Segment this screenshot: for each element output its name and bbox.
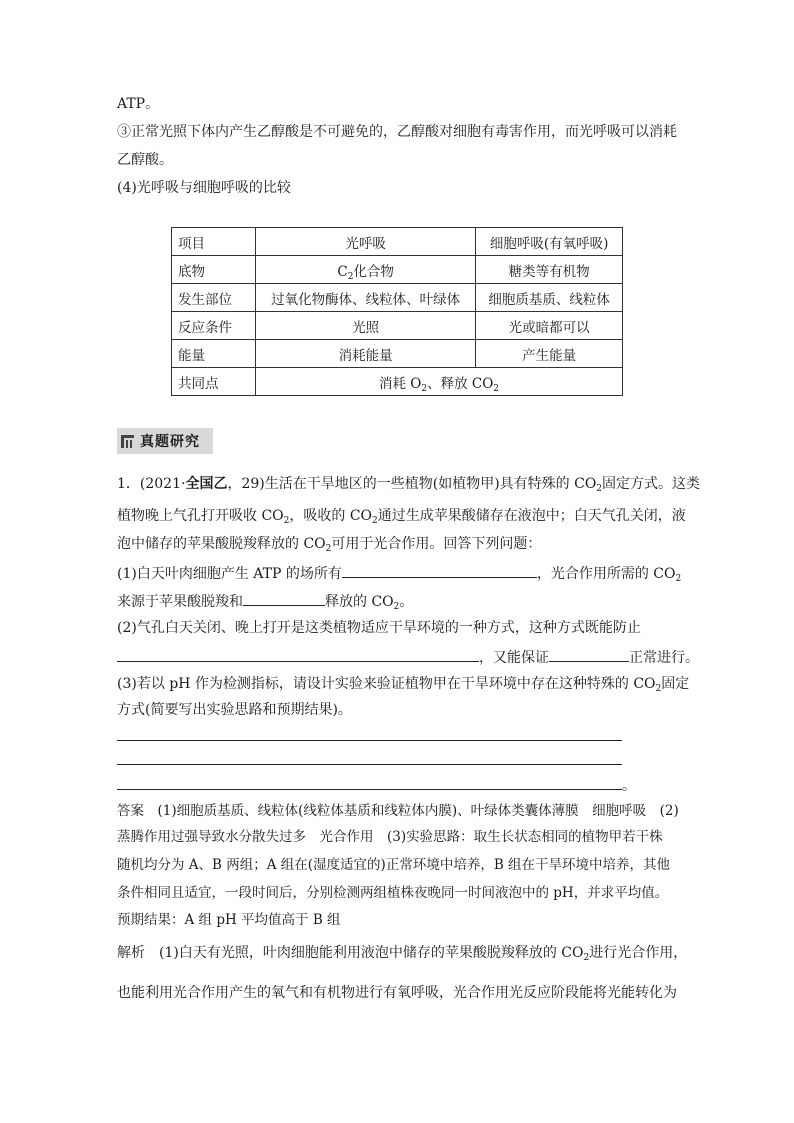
answer-line-text-3: 随机均分为 A、B 两组；A 组在(湿度适宜的)正常环境中培养，B 组在干旱环境中培养，其他 — [117, 857, 671, 873]
row-photorespiration: 光照 — [256, 312, 476, 340]
question-line-3: 泡中储存的苹果酸脱羧释放的 $CO_2$可用于光合作用。回答下列问题： — [117, 536, 542, 554]
intro-line-1: ATP。 — [117, 96, 160, 112]
section-title: 真题研究 — [140, 434, 200, 450]
answer-line-2[interactable] — [117, 764, 622, 765]
intro-line-4: (4)光呼吸与细胞呼吸的比较 — [117, 180, 291, 196]
analysis-line-2: 也能利用光合作用产生的氧气和有机物进行有氧呼吸，光合作用光反应阶段能将光能转化为 — [117, 985, 677, 1001]
row-common-value: 消耗 $O_2$、释放 $CO_2$ — [256, 368, 623, 396]
question-line-6: (2)气孔白天关闭、晚上打开是这类植物适应干旱环境的一种方式，这种方式既能防止 — [117, 620, 641, 636]
row-item: 能量 — [172, 340, 256, 368]
header-photorespiration: 光呼吸 — [256, 228, 476, 256]
answer-line-text-5: 预期结果：A 组 pH 平均值高于 B 组 — [117, 912, 341, 928]
row-cell-respiration: 产生能量 — [476, 340, 623, 368]
table-header-row — [172, 228, 623, 256]
question-line-4: (1)白天叶肉细胞产生 ATP 的场所有 ，光合作用所需的 $CO_2$ — [117, 562, 681, 584]
analysis-line-1: 解析 (1)白天有光照，叶肉细胞能利用液泡中储存的苹果酸脱羧释放的 $CO_2$进行光合作用， — [117, 945, 688, 963]
table-row — [172, 256, 623, 284]
table-row-common — [172, 368, 623, 396]
answer-blank-4[interactable] — [549, 646, 629, 662]
row-photorespiration: 消耗能量 — [256, 340, 476, 368]
question-line-2: 植物晚上气孔打开吸收 $CO_2$，吸收的 $CO_2$通过生成苹果酸储存在液泡中；白天气孔关闭，液 — [117, 508, 686, 526]
row-item: 发生部位 — [172, 284, 256, 312]
row-item: 底物 — [172, 256, 256, 284]
header-item: 项目 — [172, 228, 256, 256]
row-photorespiration: 过氧化物酶体、线粒体、叶绿体 — [256, 284, 476, 312]
header-cell-respiration: 细胞呼吸(有氧呼吸) — [476, 228, 623, 256]
answer-line-3[interactable] — [117, 789, 622, 790]
intro-line-3: 乙醇酸。 — [117, 152, 173, 168]
row-cell-respiration: 糖类等有机物 — [476, 256, 623, 284]
answer-line-text-1: 答案 (1)细胞质基质、线粒体(线粒体基质和线粒体内膜)、叶绿体类囊体薄膜 细胞呼吸 (2) — [117, 803, 679, 819]
answer-blank-1[interactable] — [342, 562, 537, 578]
table-row — [172, 284, 623, 312]
row-cell-respiration: 细胞质基质、线粒体 — [476, 284, 623, 312]
answer-blank-2[interactable] — [243, 590, 325, 606]
table-row — [172, 340, 623, 368]
question-line-5: 来源于苹果酸脱羧和 释放的 $CO_2$。 — [117, 590, 413, 612]
row-item: 共同点 — [172, 368, 256, 396]
table-row — [172, 312, 623, 340]
answer-line-1[interactable] — [117, 740, 622, 741]
answer-line-text-2: 蒸腾作用过强导致水分散失过多 光合作用 (3)实验思路：取生长状态相同的植物甲若干株 — [117, 829, 663, 845]
row-cell-respiration: 光或暗都可以 — [476, 312, 623, 340]
answer-line-text-4: 条件相同且适宜，一段时间后，分别检测两组植株夜晚同一时间液泡中的 pH，并求平均值。 — [117, 885, 669, 901]
comparison-table — [171, 227, 623, 396]
section-header — [117, 428, 213, 454]
section-icon — [121, 435, 134, 448]
answer-blank-3[interactable] — [117, 646, 479, 662]
row-photorespiration: $C_2$化合物 — [256, 256, 476, 284]
question-line-1: 1．(2021·全国乙，29)生活在干旱地区的一些植物(如植物甲)具有特殊的 $CO_2$固定方式。这类 — [117, 476, 701, 494]
question-line-8: (3)若以 pH 作为检测指标，请设计实验来验证植物甲在干旱环境中存在这种特殊的 $CO_2$固定 — [117, 676, 690, 694]
answer-end-period: 。 — [622, 778, 636, 794]
intro-line-2: ③正常光照下体内产生乙醇酸是不可避免的，乙醇酸对细胞有毒害作用，而光呼吸可以消耗 — [117, 124, 677, 140]
question-line-7: ，又能保证 正常进行。 — [117, 646, 699, 668]
question-line-9: 方式(简要写出实验思路和预期结果)。 — [117, 702, 352, 718]
row-item: 反应条件 — [172, 312, 256, 340]
